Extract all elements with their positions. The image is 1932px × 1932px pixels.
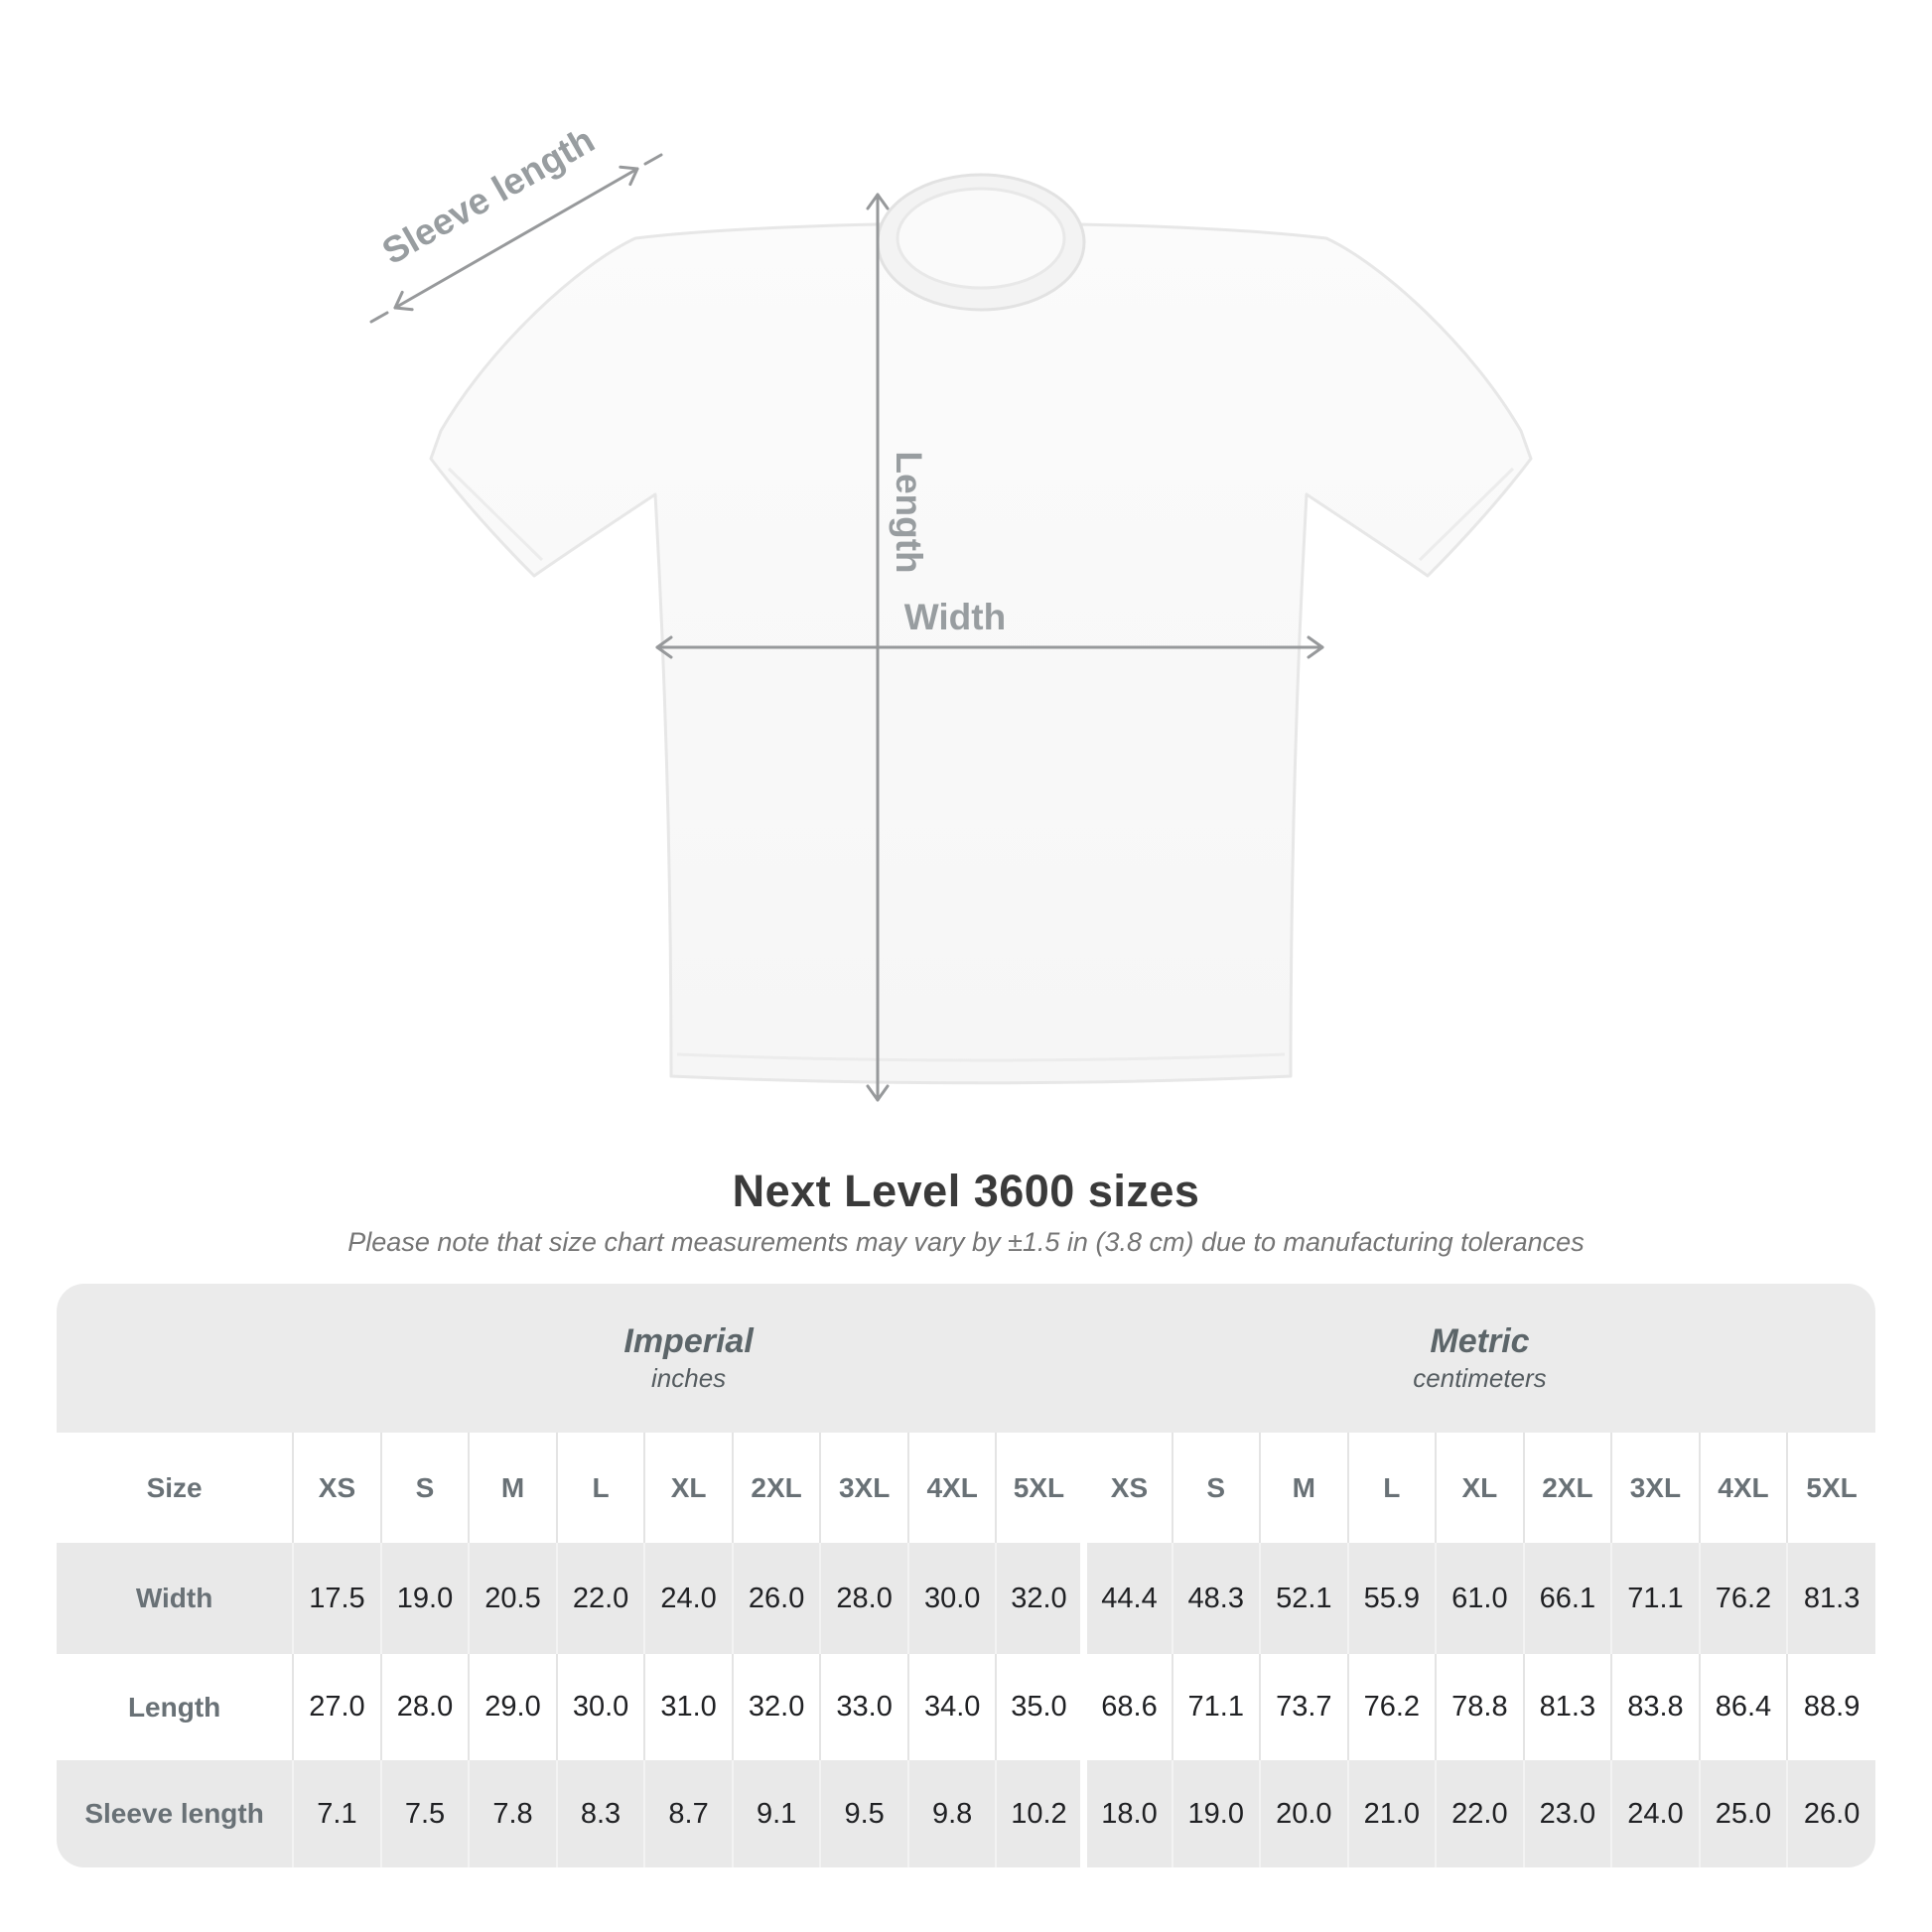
size-col-imperial: 3XL bbox=[820, 1433, 908, 1543]
width-metric-cell: 48.3 bbox=[1173, 1543, 1261, 1654]
width-metric-cell: 52.1 bbox=[1260, 1543, 1348, 1654]
width-metric-cell: 71.1 bbox=[1611, 1543, 1700, 1654]
sleeve-metric-cell: 21.0 bbox=[1348, 1760, 1437, 1867]
width-imperial-cell: 26.0 bbox=[733, 1543, 821, 1654]
width-imperial-cell: 28.0 bbox=[820, 1543, 908, 1654]
width-metric-cell: 55.9 bbox=[1348, 1543, 1437, 1654]
metric-unit: centimeters bbox=[1413, 1363, 1547, 1394]
width-imperial-cell: 19.0 bbox=[381, 1543, 470, 1654]
unit-header-spacer bbox=[57, 1284, 293, 1433]
size-col-imperial: XL bbox=[644, 1433, 733, 1543]
width-metric-cell: 76.2 bbox=[1700, 1543, 1788, 1654]
page-title: Next Level 3600 sizes bbox=[732, 1166, 1200, 1216]
metric-header bbox=[1084, 1284, 1875, 1433]
width-imperial-cell: 32.0 bbox=[996, 1543, 1084, 1654]
width-imperial-cell: 30.0 bbox=[908, 1543, 997, 1654]
size-col-metric: M bbox=[1260, 1433, 1348, 1543]
collar bbox=[878, 175, 1084, 310]
sleeve-imperial-cell: 7.5 bbox=[381, 1760, 470, 1867]
length-metric-cell: 86.4 bbox=[1700, 1654, 1788, 1760]
length-metric-cell: 78.8 bbox=[1436, 1654, 1524, 1760]
length-imperial-cell: 30.0 bbox=[557, 1654, 645, 1760]
length-imperial-cell: 31.0 bbox=[644, 1654, 733, 1760]
sleeve-metric-cell: 18.0 bbox=[1084, 1760, 1173, 1867]
width-imperial-cell: 17.5 bbox=[293, 1543, 381, 1654]
length-metric-cell: 88.9 bbox=[1787, 1654, 1875, 1760]
imperial-header bbox=[293, 1284, 1084, 1433]
width-imperial-cell: 20.5 bbox=[469, 1543, 557, 1654]
size-col-imperial: 4XL bbox=[908, 1433, 997, 1543]
sleeve-metric-cell: 22.0 bbox=[1436, 1760, 1524, 1867]
length-metric-cell: 76.2 bbox=[1348, 1654, 1437, 1760]
sleeve-metric-cell: 24.0 bbox=[1611, 1760, 1700, 1867]
size-corner-label: Size bbox=[57, 1433, 293, 1543]
sleeve-length-row bbox=[57, 1760, 1875, 1867]
size-col-imperial: M bbox=[469, 1433, 557, 1543]
sleeve-metric-cell: 19.0 bbox=[1173, 1760, 1261, 1867]
size-col-metric: 2XL bbox=[1524, 1433, 1612, 1543]
width-row-label: Width bbox=[57, 1543, 293, 1654]
size-col-metric: 5XL bbox=[1787, 1433, 1875, 1543]
imperial-label: Imperial bbox=[623, 1321, 754, 1360]
width-imperial-cell: 24.0 bbox=[644, 1543, 733, 1654]
size-col-metric: 3XL bbox=[1611, 1433, 1700, 1543]
size-col-metric: S bbox=[1173, 1433, 1261, 1543]
length-label: Length bbox=[889, 451, 929, 574]
metric-label: Metric bbox=[1430, 1321, 1530, 1360]
size-col-metric: L bbox=[1348, 1433, 1437, 1543]
sleeve-metric-cell: 25.0 bbox=[1700, 1760, 1788, 1867]
length-row-label: Length bbox=[57, 1654, 293, 1760]
size-col-imperial: 5XL bbox=[996, 1433, 1084, 1543]
sleeve-imperial-cell: 9.1 bbox=[733, 1760, 821, 1867]
size-chart-table bbox=[57, 1284, 1875, 1867]
length-imperial-cell: 29.0 bbox=[469, 1654, 557, 1760]
size-col-imperial: XS bbox=[293, 1433, 381, 1543]
sleeve-metric-cell: 20.0 bbox=[1260, 1760, 1348, 1867]
unit-header-row bbox=[57, 1284, 1875, 1433]
length-metric-cell: 83.8 bbox=[1611, 1654, 1700, 1760]
sleeve-imperial-cell: 7.1 bbox=[293, 1760, 381, 1867]
size-col-imperial: L bbox=[557, 1433, 645, 1543]
length-metric-cell: 73.7 bbox=[1260, 1654, 1348, 1760]
length-metric-cell: 81.3 bbox=[1524, 1654, 1612, 1760]
size-col-metric: 4XL bbox=[1700, 1433, 1788, 1543]
sleeve-imperial-cell: 7.8 bbox=[469, 1760, 557, 1867]
size-col-imperial: S bbox=[381, 1433, 470, 1543]
width-metric-cell: 44.4 bbox=[1084, 1543, 1173, 1654]
width-metric-cell: 61.0 bbox=[1436, 1543, 1524, 1654]
length-imperial-cell: 28.0 bbox=[381, 1654, 470, 1760]
width-label: Width bbox=[903, 597, 1007, 637]
sleeve-metric-cell: 23.0 bbox=[1524, 1760, 1612, 1867]
length-imperial-cell: 35.0 bbox=[996, 1654, 1084, 1760]
sleeve-imperial-cell: 8.3 bbox=[557, 1760, 645, 1867]
length-imperial-cell: 27.0 bbox=[293, 1654, 381, 1760]
width-metric-cell: 81.3 bbox=[1787, 1543, 1875, 1654]
length-row bbox=[57, 1654, 1875, 1760]
width-imperial-cell: 22.0 bbox=[557, 1543, 645, 1654]
size-header-row bbox=[57, 1433, 1875, 1543]
sleeve-row-label: Sleeve length bbox=[57, 1760, 293, 1867]
size-col-metric: XL bbox=[1436, 1433, 1524, 1543]
size-col-metric: XS bbox=[1084, 1433, 1173, 1543]
sleeve-metric-cell: 26.0 bbox=[1787, 1760, 1875, 1867]
width-row bbox=[57, 1543, 1875, 1654]
size-col-imperial: 2XL bbox=[733, 1433, 821, 1543]
length-metric-cell: 68.6 bbox=[1084, 1654, 1173, 1760]
sleeve-imperial-cell: 9.8 bbox=[908, 1760, 997, 1867]
length-imperial-cell: 34.0 bbox=[908, 1654, 997, 1760]
length-imperial-cell: 32.0 bbox=[733, 1654, 821, 1760]
tolerance-note: Please note that size chart measurements may vary by ±1.5 in (3.8 cm) due to manufacturing tolerances bbox=[347, 1227, 1585, 1257]
length-imperial-cell: 33.0 bbox=[820, 1654, 908, 1760]
length-metric-cell: 71.1 bbox=[1173, 1654, 1261, 1760]
sleeve-length-label: Sleeve length bbox=[375, 119, 602, 273]
sleeve-imperial-cell: 9.5 bbox=[820, 1760, 908, 1867]
imperial-unit: inches bbox=[651, 1363, 727, 1394]
sleeve-imperial-cell: 10.2 bbox=[996, 1760, 1084, 1867]
width-metric-cell: 66.1 bbox=[1524, 1543, 1612, 1654]
sleeve-imperial-cell: 8.7 bbox=[644, 1760, 733, 1867]
